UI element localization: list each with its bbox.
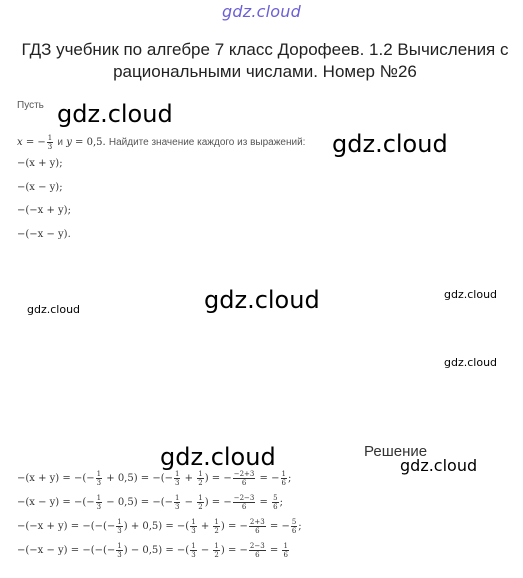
watermark: gdz.cloud — [160, 443, 276, 471]
y-variable: y — [66, 137, 72, 148]
solution-line-3: −(−x + y) = −(−(− $\frac{1}{3}$ ) + 0,5) = −( $\frac{1}{3}$ + $\frac{1}{2}$ ) = − $\frac{2+3}{6}$ = − $\frac{5}{6}$ ; — [17, 518, 302, 535]
watermark: gdz.cloud — [444, 288, 498, 301]
expression-4: −(−x − y). — [17, 229, 71, 240]
task-intro: Пусть — [17, 100, 44, 111]
solution-line-1: −(x + y) = −(− $\frac{1}{3}$ + 0,5) = −(− $\frac{1}{3}$ + $\frac{1}{2}$ ) = − $\frac{-2+3}{6}$ = − $\frac{1}{6}$ ; — [17, 470, 292, 487]
x-variable: x — [17, 137, 23, 148]
solution-line-4: −(−x − y) = −(−(− $\frac{1}{3}$ ) − 0,5) = −( $\frac{1}{3}$ − $\frac{1}{2}$ ) = − $\frac{2-3}{6}$ = $\frac{1}{6}$ — [17, 542, 288, 559]
expression-2: −(x − y); — [17, 182, 63, 193]
site-logo[interactable]: gdz.cloud — [222, 2, 301, 21]
task-condition: x = − $\frac{1}{3}$ и y = 0,5. Найдите значение каждого из выражений: — [17, 134, 306, 151]
watermark: gdz.cloud — [400, 456, 478, 475]
watermark: gdz.cloud — [204, 286, 320, 314]
watermark: gdz.cloud — [27, 303, 81, 316]
watermark: gdz.cloud — [444, 356, 498, 369]
solution-line-2: −(x − y) = −(− $\frac{1}{3}$ − 0,5) = −(− $\frac{1}{3}$ − $\frac{1}{2}$ ) = − $\frac{-2-3}{6}$ = $\frac{5}{6}$ ; — [17, 494, 283, 511]
x-value-fraction: $\frac{1}{3}$ — [47, 134, 53, 151]
expression-3: −(−x + y); — [17, 205, 71, 216]
expression-1: −(x + y); — [17, 158, 63, 169]
condition-text: Найдите значение каждого из выражений: — [108, 137, 306, 148]
page-title: ГДЗ учебник по алгебре 7 класс Дорофеев. 1.2 Вычисления с рациональными числами. Номер №26 — [21, 40, 509, 81]
watermark: gdz.cloud — [57, 100, 173, 128]
y-value: 0,5 — [86, 137, 103, 148]
solution-heading: Решение — [364, 443, 428, 460]
watermark: gdz.cloud — [332, 130, 448, 158]
